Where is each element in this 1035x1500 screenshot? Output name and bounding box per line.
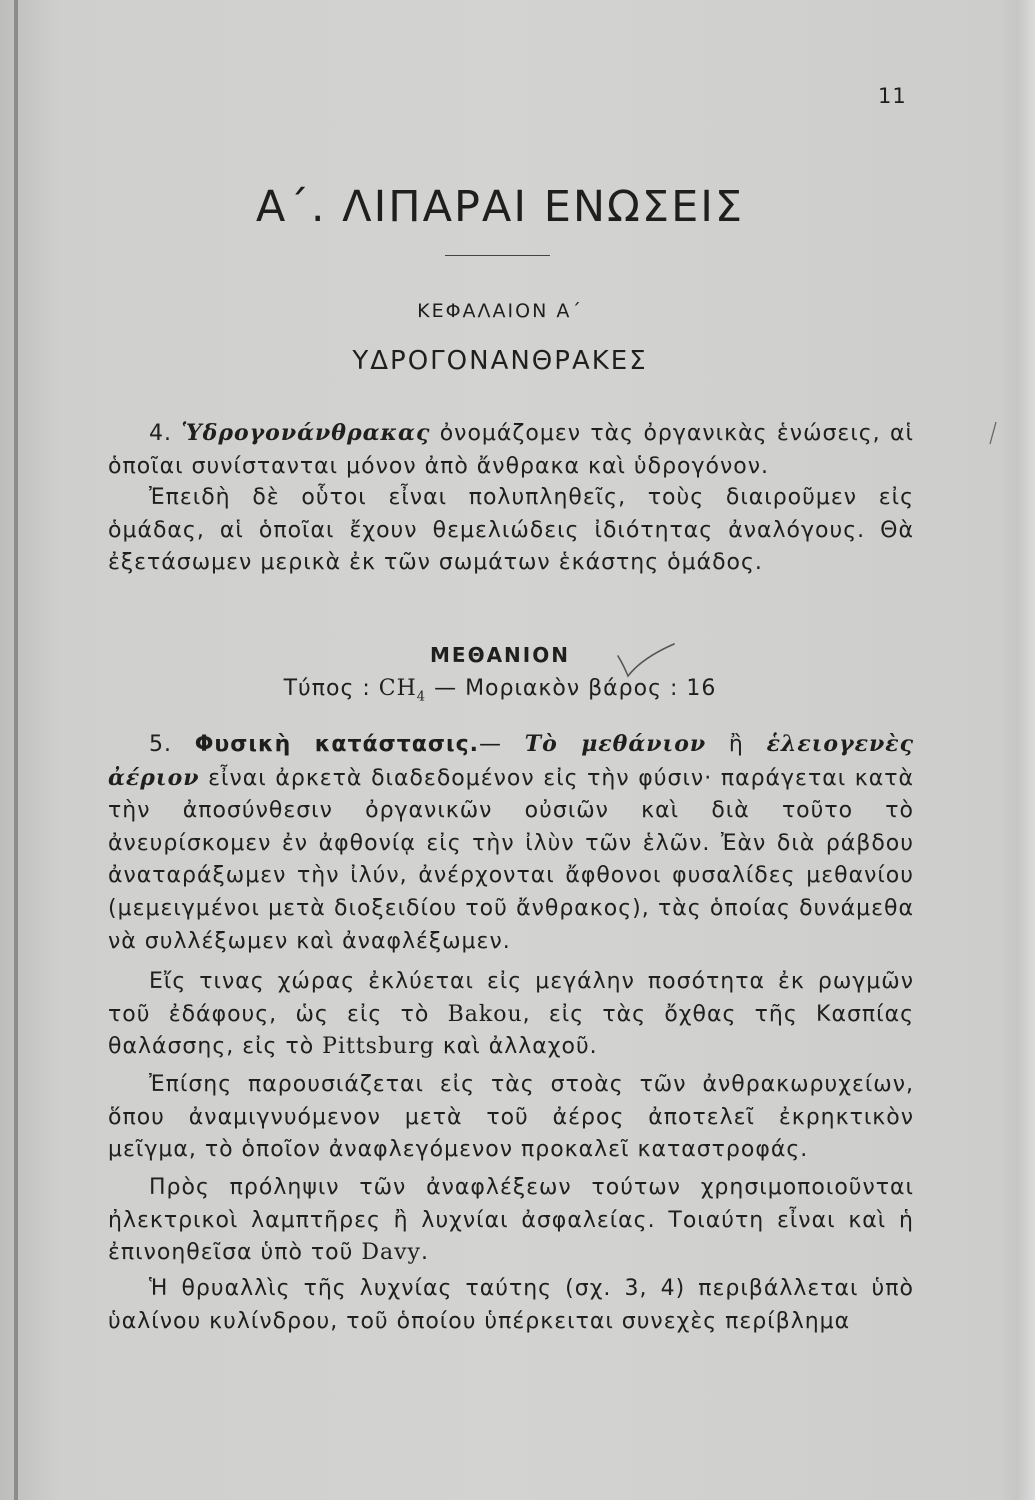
- paragraph-text: Εἴς τινας χώρας ἐκλύεται εἰς μεγάλην ποσότητα ἐκ ρωγμῶν τοῦ ἐδάφους, ὡς εἰς τὸ: [108, 969, 914, 1027]
- paragraph-heading: Φυσικὴ κατάστασις.: [194, 732, 479, 757]
- formula-base: CH: [378, 676, 417, 701]
- paragraph-text: , εἰς τὰς ὄχθας τῆς Κασπίας θαλάσσης, εἰς τὸ: [108, 1001, 915, 1060]
- heading-dash: —: [479, 732, 525, 757]
- page-right-edge: [1017, 0, 1035, 1500]
- paragraph-4: [108, 417, 914, 483]
- paragraph-text: καὶ ἀλλαχοῦ.: [434, 1034, 598, 1060]
- paragraph-mines: Ἐπίσης παρουσιάζεται εἰς τὰς στοὰς τῶν ἀνθρακωρυχείων, ὅπου ἀναμιγνυόμενον μετὰ τοῦ ἀέρος ἀποτελεῖ ἐκρηκτικὸν μεῖγμα, τὸ ὁποῖον ἀναφλεγόμενον προκαλεῖ καταστροφάς.: [108, 1072, 914, 1163]
- chapter-title: ΥΔΡΟΓΟΝΑΝΘΡΑΚΕΣ: [352, 346, 648, 376]
- paragraph-5: [108, 728, 914, 958]
- defined-term: Ὑδρογονάνθρακας: [181, 420, 431, 446]
- paragraph-number: 4.: [149, 421, 182, 446]
- emphasis-methane: Τὸ μεθάνιον: [524, 731, 707, 757]
- name-davy: Davy: [361, 1240, 421, 1266]
- paragraph-safety-lamps: [108, 1172, 914, 1270]
- formula-subscript: 4: [416, 689, 427, 705]
- paragraph-text: .: [421, 1240, 429, 1266]
- place-bakou: Bakou: [447, 1001, 523, 1027]
- formula-weight: — Μοριακὸν βάρος : 16: [426, 676, 717, 701]
- methane-formula-line: [0, 676, 1000, 704]
- paragraph-groups: Ἐπειδὴ δὲ οὗτοι εἶναι πολυπληθεῖς, τοὺς διαιροῦμεν εἰς ὁμάδας, αἱ ὁποῖαι ἔχουν θεμελιώδεις ἰδιότητας ἀναλόγους. Θὰ ἐξετάσωμεν μερικὰ ἐκ τῶν σωμάτων ἑκάστης ὁμάδος.: [108, 485, 914, 576]
- title-rule: [445, 255, 550, 256]
- part-title: Α΄. ΛΙΠΑΡΑΙ ΕΝΩΣΕΙΣ: [255, 182, 745, 232]
- paragraph-number: 5.: [149, 732, 195, 757]
- paragraph-lamp-wick: Ἡ θρυαλλὶς τῆς λυχνίας ταύτης (σχ. 3, 4) περιβάλλεται ὑπὸ ὑαλίνου κυλίνδρου, τοῦ ὁποίου ὑπέρκειται συνεχὲς περίβλημα: [108, 1276, 914, 1334]
- paragraph-text: εἶναι ἀρκετὰ διαδεδομένον εἰς τὴν φύσιν· παράγεται κατὰ τὴν ἀποσύνθεσιν ὀργανικῶν οὐσιῶν καὶ διὰ τοῦτο τὸ ἀνευρίσκομεν ἐν ἀφθονίᾳ εἰς τὴν ἰλὺν τῶν ἑλῶν. Ἐὰν διὰ ράβδου ἀναταράξωμεν τὴν ἰλύν, ἀνέρχονται ἄφθονοι φυσαλίδες μεθανίου (μεμειγμένοι μετὰ διοξειδίου τοῦ ἄνθρακος), τὰς ὁποίας δυνάμεθα νὰ συλλέξωμεν καὶ ἀναφλέξωμεν.: [108, 765, 914, 954]
- conjunction: ἢ: [706, 732, 767, 757]
- formula-type-label: Τύπος :: [283, 676, 379, 701]
- margin-pencil-mark: [986, 420, 1000, 446]
- emphasis-marsh-gas: ἑλειογενὲς ἀέριον: [108, 731, 915, 791]
- section-title: ΜΕΘΑΝΙΟΝ: [430, 643, 570, 667]
- page-number: 11: [878, 84, 907, 108]
- paragraph-locations: [108, 966, 914, 1064]
- chapter-label: ΚΕΦΑΛΑΙΟΝ Α΄: [417, 300, 583, 322]
- place-pittsburg: Pittsburg: [322, 1034, 435, 1060]
- paragraph-text: ὀνομάζομεν τὰς ὀργανικὰς ἑνώσεις, αἱ ὁποῖαι συνίστανται μόνον ἀπὸ ἄνθρακα καὶ ὑδρογόνον.: [108, 421, 915, 479]
- paragraph-text: Πρὸς πρόληψιν τῶν ἀναφλέξεων τούτων χρησιμοποιοῦνται ἠλεκτρικοὶ λαμπτῆρες ἢ λυχνίαι ἀσφαλείας. Τοιαύτη εἶναι καὶ ἡ ἐπινοηθεῖσα ὑπὸ τοῦ: [108, 1175, 914, 1266]
